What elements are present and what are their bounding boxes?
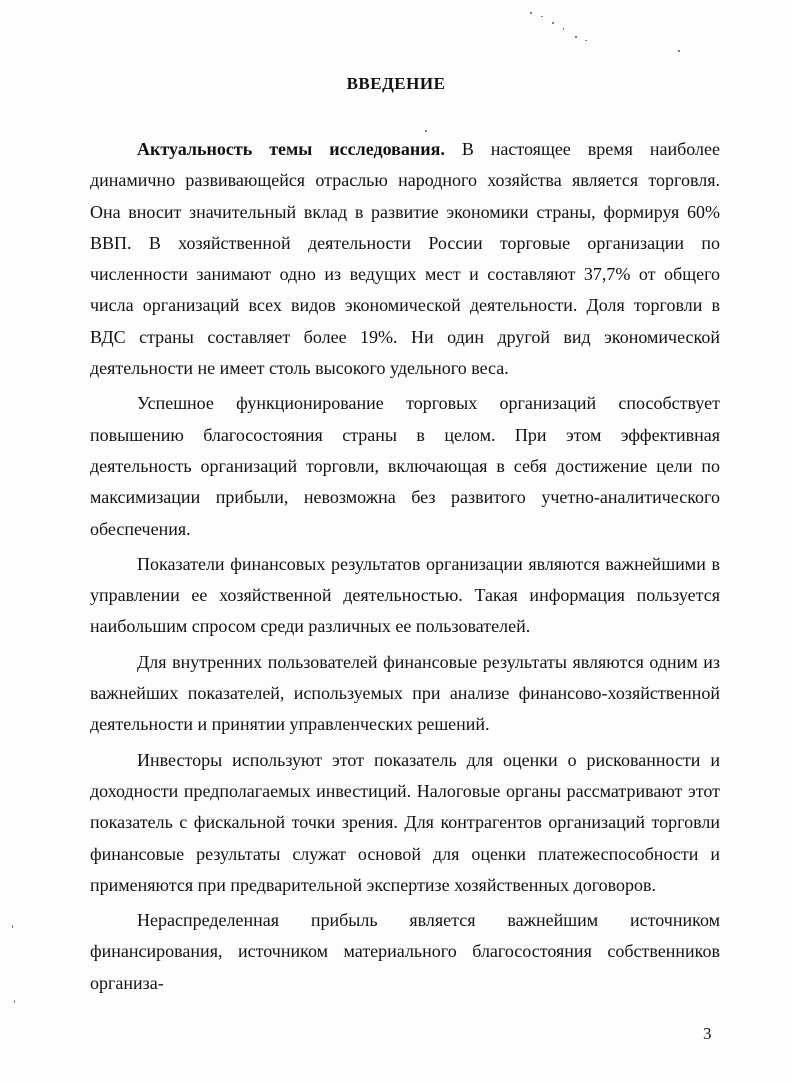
scan-speck xyxy=(530,12,532,14)
paragraph-lead: Актуальность темы исследования. xyxy=(137,139,445,159)
scan-speck xyxy=(563,28,564,30)
scan-speck xyxy=(678,50,680,52)
paragraph-text: Для внутренних пользователей финансовые результаты являются одним из важнейших показателей, используемых при анализе финансово-хозяйственной деятельности и принятии управленческих решений. xyxy=(90,651,720,735)
paragraph xyxy=(90,745,720,901)
scan-speck xyxy=(14,1000,15,1003)
paragraph xyxy=(90,134,720,384)
document-body xyxy=(90,134,720,1003)
scan-speck xyxy=(12,925,13,928)
paragraph-text: В настоящее время наиболее динамично развивающейся отраслью народного хозяйства является торговля. Она вносит значительный вклад в развитие экономики страны, формируя 60% ВВП. В хозяйственной деятельности России торговые организации по численности занимают одно из ведущих мест и составляют 37,7% от общего числа организаций всех видов экономической деятельности. Доля торговли в ВДС страны составляет более 19%. Ни один другой вид экономической деятельности не имеет столь высокого удельного веса. xyxy=(90,139,720,379)
paragraph-text: Успешное функционирование торговых организаций способствует повышению благосостояния страны в целом. При этом эффективная деятельность организаций торговли, включающая в себя достижение цели по максимизации прибыли, невозможна без развитого учетно-аналитического обеспечения. xyxy=(90,393,720,539)
scan-speck xyxy=(575,36,577,38)
paragraph xyxy=(90,388,720,544)
page-title: ВВЕДЕНИЕ xyxy=(346,74,446,93)
paragraph-text: Нераспределенная прибыль является важнейшим источником финансирования, источником материального благосостояния собственников организа- xyxy=(90,910,720,993)
page-number: 3 xyxy=(703,1024,712,1043)
paragraph-text: Инвесторы используют этот показатель для оценки о рискованности и доходности предполагаемых инвестиций. Налоговые органы рассматривают этот показатель с фискальной точки зрения. Для контрагентов организаций торговли финансовые результаты служат основой для оценки платежеспособности и применяются при предварительной экспертизе хозяйственных договоров. xyxy=(90,749,720,895)
paragraph xyxy=(90,905,720,999)
scan-speck xyxy=(425,130,427,132)
scan-speck xyxy=(552,22,554,24)
scan-speck xyxy=(585,40,587,41)
paragraph-text: Показатели финансовых результатов организации являются важнейшими в управлении ее хозяйственной деятельностью. Такая информация пользуется наибольшим спросом среди различных ее пользователей. xyxy=(90,553,720,637)
scan-speck xyxy=(541,16,543,17)
paragraph xyxy=(90,549,720,643)
paragraph xyxy=(90,647,720,741)
